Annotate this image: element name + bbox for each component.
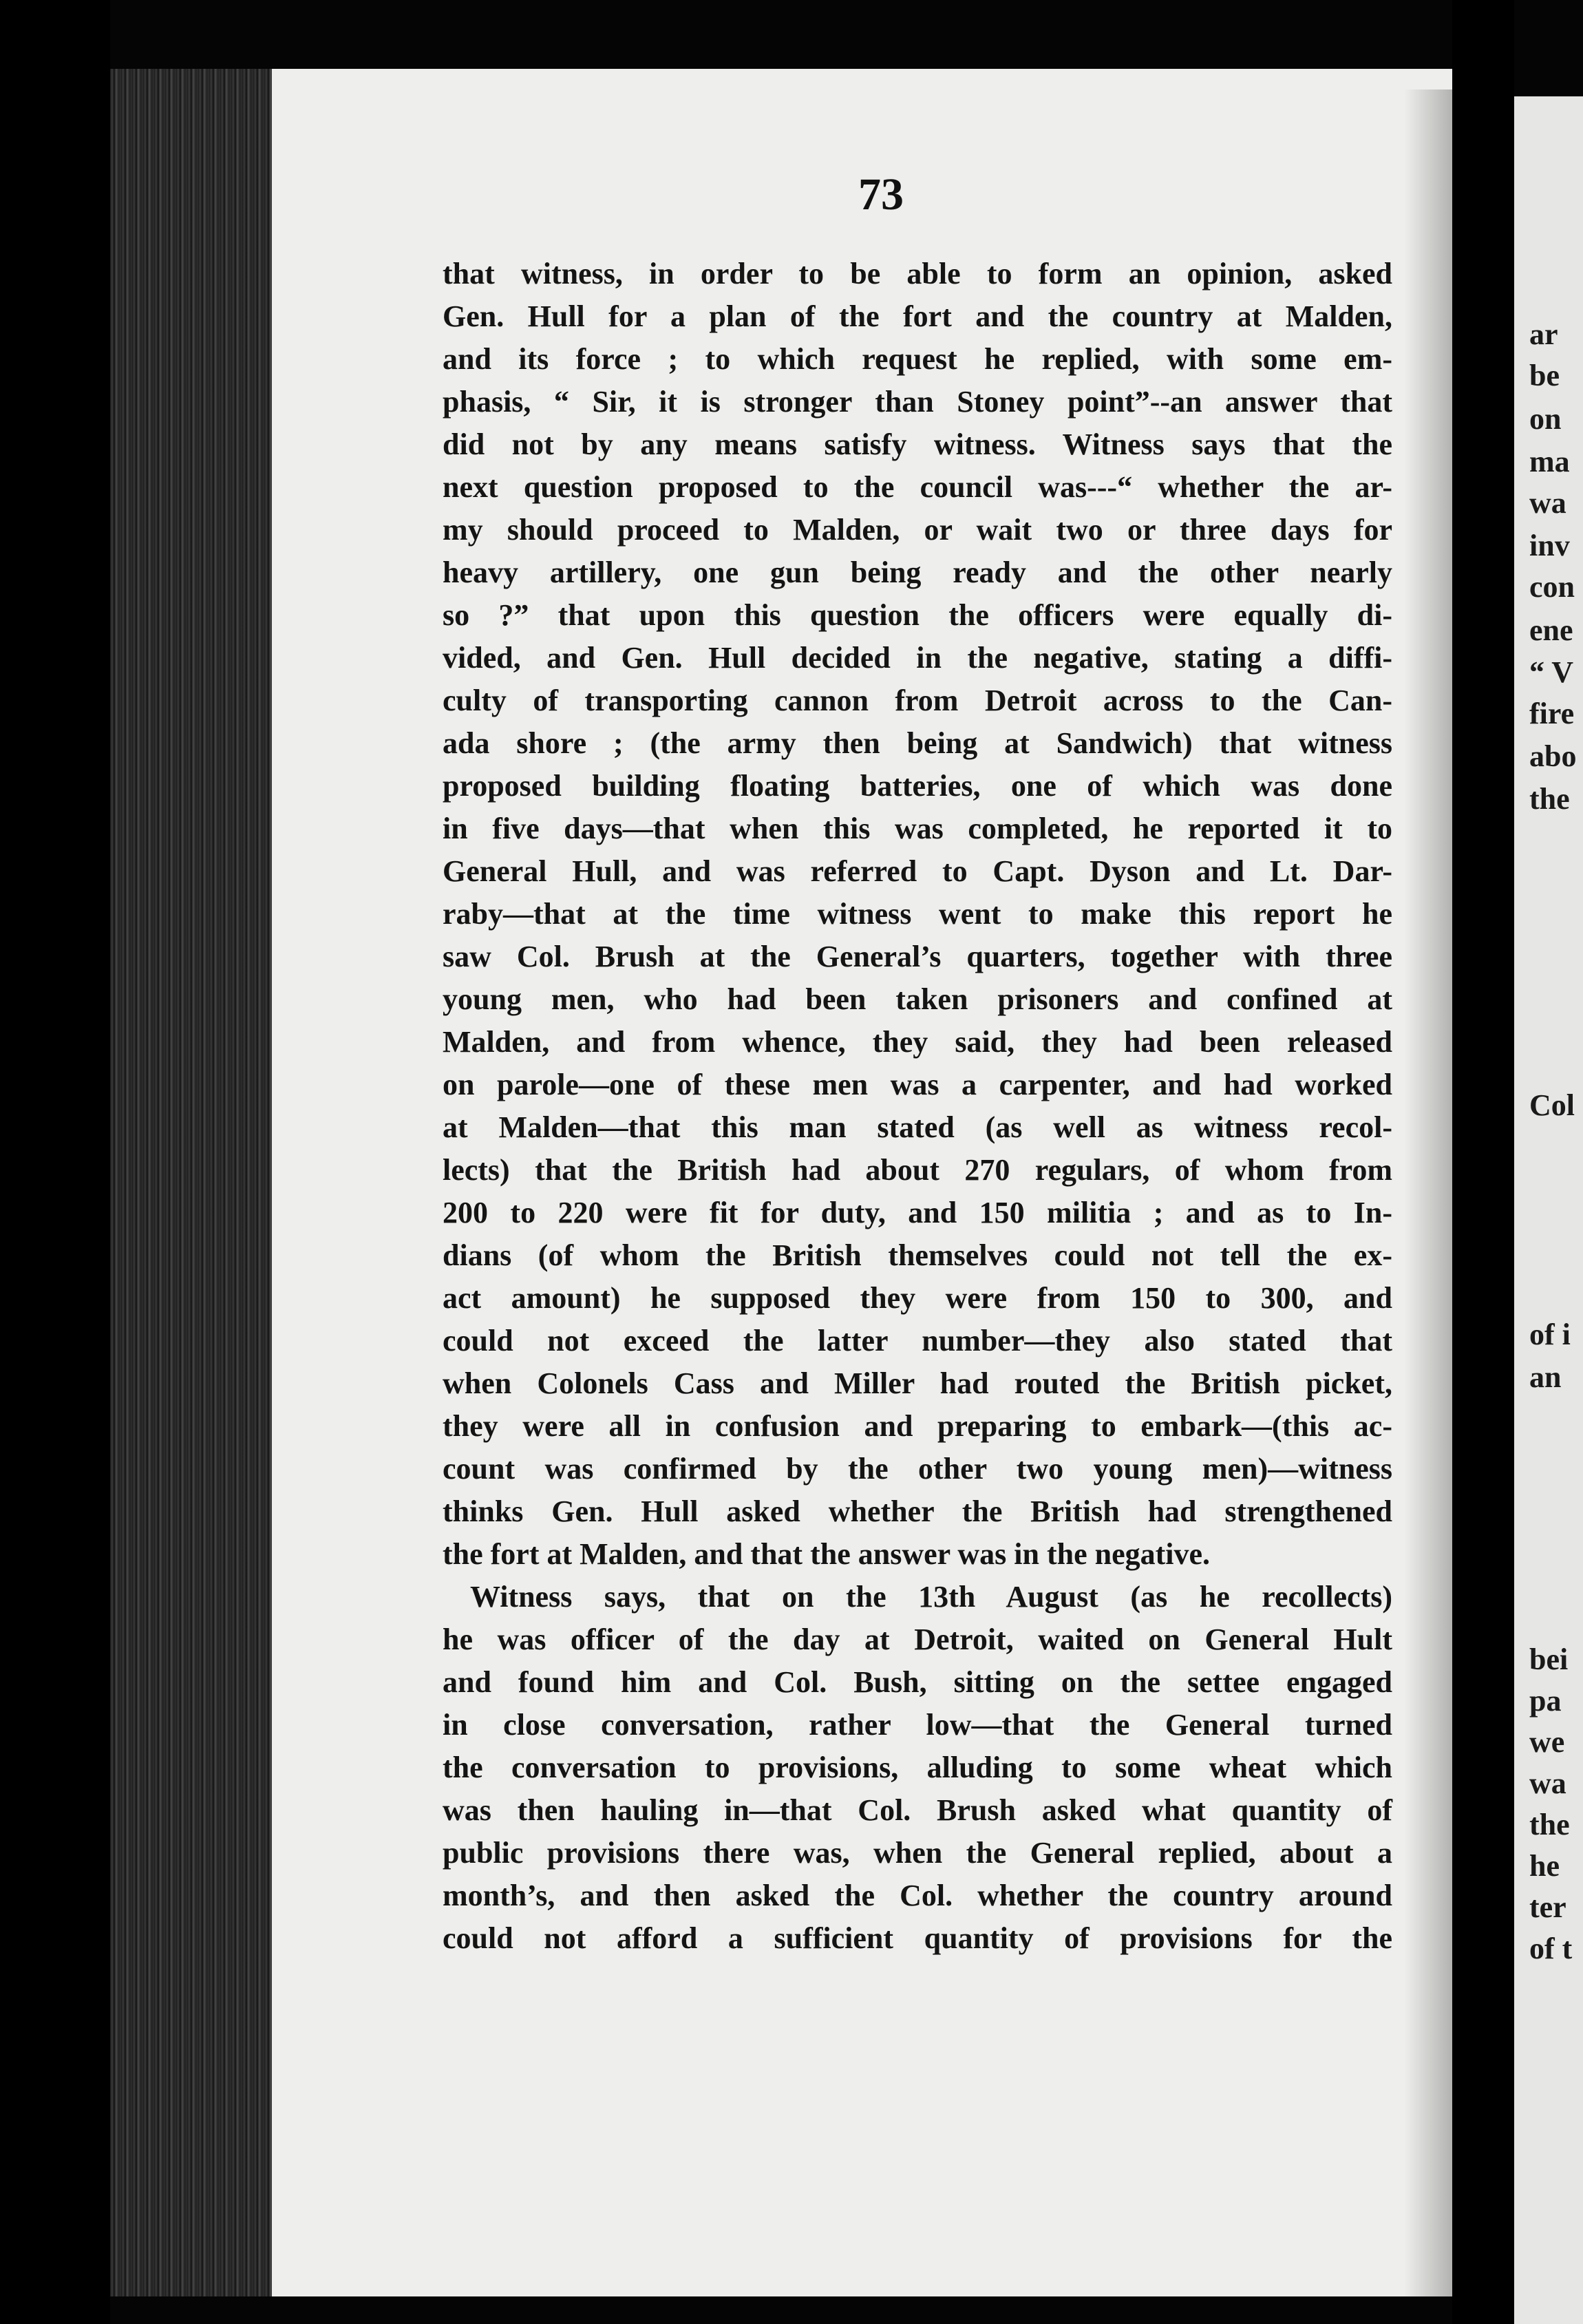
facing-page-fragment-text: the — [1529, 782, 1570, 816]
text-line: the conversation to provisions, alluding to some wheat which — [443, 1751, 1392, 1784]
facing-page-fragment-text: ene — [1529, 613, 1573, 647]
facing-page-fragment-text: on — [1529, 402, 1562, 436]
text-line: Malden, and from whence, they said, they had been released — [443, 1025, 1392, 1059]
page-edge-shadow — [1404, 89, 1452, 2296]
text-line: my should proceed to Malden, or wait two or three days for — [443, 513, 1392, 547]
text-line: lects) that the British had about 270 regulars, of whom from — [443, 1153, 1392, 1187]
text-line: raby—that at the time witness went to make this report he — [443, 897, 1392, 931]
text-line: ada shore ; (the army then being at Sandwich) that witness — [443, 726, 1392, 760]
text-line: at Malden—that this man stated (as well as witness recol- — [443, 1110, 1392, 1144]
text-line: so ?” that upon this question the officers were equally di- — [443, 598, 1392, 632]
text-line: and its force ; to which request he replied, with some em- — [443, 342, 1392, 376]
facing-page-fragment-text: ar — [1529, 317, 1558, 351]
facing-page-fragment-text: abo — [1529, 739, 1577, 773]
facing-page-fragment-text: wa — [1529, 486, 1566, 520]
text-line: count was confirmed by the other two young men)—witness — [443, 1452, 1392, 1486]
body-text — [443, 253, 1392, 1960]
text-line: on parole—one of these men was a carpenter, and had worked — [443, 1068, 1392, 1101]
facing-page-fragment-text: he — [1529, 1849, 1560, 1883]
text-line: he was officer of the day at Detroit, waited on General Hult — [443, 1623, 1392, 1656]
text-line: was then hauling in—that Col. Brush asked what quantity of — [443, 1793, 1392, 1827]
facing-page-fragment-text: bei — [1529, 1642, 1569, 1676]
text-line: act amount) he supposed they were from 150 to 300, and — [443, 1281, 1392, 1315]
text-line: proposed building floating batteries, one of which was done — [443, 769, 1392, 803]
text-line: vided, and Gen. Hull decided in the negative, stating a diffi- — [443, 641, 1392, 675]
text-line: Gen. Hull for a plan of the fort and the country at Malden, — [443, 299, 1392, 333]
facing-page-fragment-text: Col — [1529, 1088, 1575, 1122]
text-line: they were all in confusion and preparing to embark—(this ac- — [443, 1409, 1392, 1443]
text-line: could not afford a sufficient quantity of provisions for the — [443, 1921, 1392, 1955]
text-line: young men, who had been taken prisoners and confined at — [443, 982, 1392, 1016]
text-line: could not exceed the latter number—they also stated that — [443, 1324, 1392, 1358]
text-line: culty of transporting cannon from Detroit across to the Can- — [443, 684, 1392, 717]
facing-page-fragment-text: of i — [1529, 1318, 1571, 1351]
text-line: when Colonels Cass and Miller had routed the British picket, — [443, 1366, 1392, 1400]
text-line: in close conversation, rather low—that the General turned — [443, 1708, 1392, 1742]
facing-page-fragment-text: ter — [1529, 1890, 1566, 1924]
facing-page-fragment-text: ma — [1529, 445, 1570, 478]
facing-page-fragment-text: fire — [1529, 697, 1575, 730]
facing-page-fragment-text: the — [1529, 1808, 1570, 1841]
text-line: saw Col. Brush at the General’s quarters, together with three — [443, 940, 1392, 973]
scan-border-left — [0, 0, 110, 2324]
facing-page-fragment-text: be — [1529, 359, 1560, 392]
page-number: 73 — [858, 169, 904, 220]
text-line: did not by any means satisfy witness. Witness says that the — [443, 427, 1392, 461]
text-line: dians (of whom the British themselves could not tell the ex- — [443, 1238, 1392, 1272]
text-line: that witness, in order to be able to form an opinion, asked — [443, 257, 1392, 290]
text-line: phasis, “ Sir, it is stronger than Stoney point”--an answer that — [443, 385, 1392, 419]
page-gutter — [1452, 0, 1514, 2324]
text-line: the fort at Malden, and that the answer was in the negative. — [443, 1537, 1211, 1571]
text-line: 200 to 220 were fit for duty, and 150 militia ; and as to In- — [443, 1196, 1392, 1229]
text-line: thinks Gen. Hull asked whether the British had strengthened — [443, 1494, 1392, 1528]
facing-page-fragment-text: an — [1529, 1360, 1562, 1394]
facing-page-fragment-text: we — [1529, 1725, 1565, 1759]
facing-page-fragment-text: wa — [1529, 1766, 1566, 1800]
text-line: and found him and Col. Bush, sitting on the settee engaged — [443, 1665, 1392, 1699]
facing-page-fragment-text: “ V — [1529, 655, 1573, 689]
facing-page-fragment-text: con — [1529, 570, 1575, 604]
text-line: General Hull, and was referred to Capt. Dyson and Lt. Dar- — [443, 854, 1392, 888]
book-binding-strip — [110, 69, 272, 2296]
facing-page-fragment-text: inv — [1529, 529, 1570, 562]
text-line: public provisions there was, when the General replied, about a — [443, 1836, 1392, 1870]
text-line: Witness says, that on the 13th August (as he recollects) — [470, 1580, 1392, 1614]
text-line: heavy artillery, one gun being ready and the other nearly — [443, 556, 1392, 589]
text-line: next question proposed to the council was---“ whether the ar- — [443, 470, 1392, 504]
text-line: month’s, and then asked the Col. whether the country around — [443, 1879, 1392, 1912]
facing-page-fragment-text: of t — [1529, 1932, 1573, 1965]
facing-page-fragment-text: pa — [1529, 1684, 1562, 1718]
text-line: in five days—that when this was completed, he reported it to — [443, 812, 1392, 845]
